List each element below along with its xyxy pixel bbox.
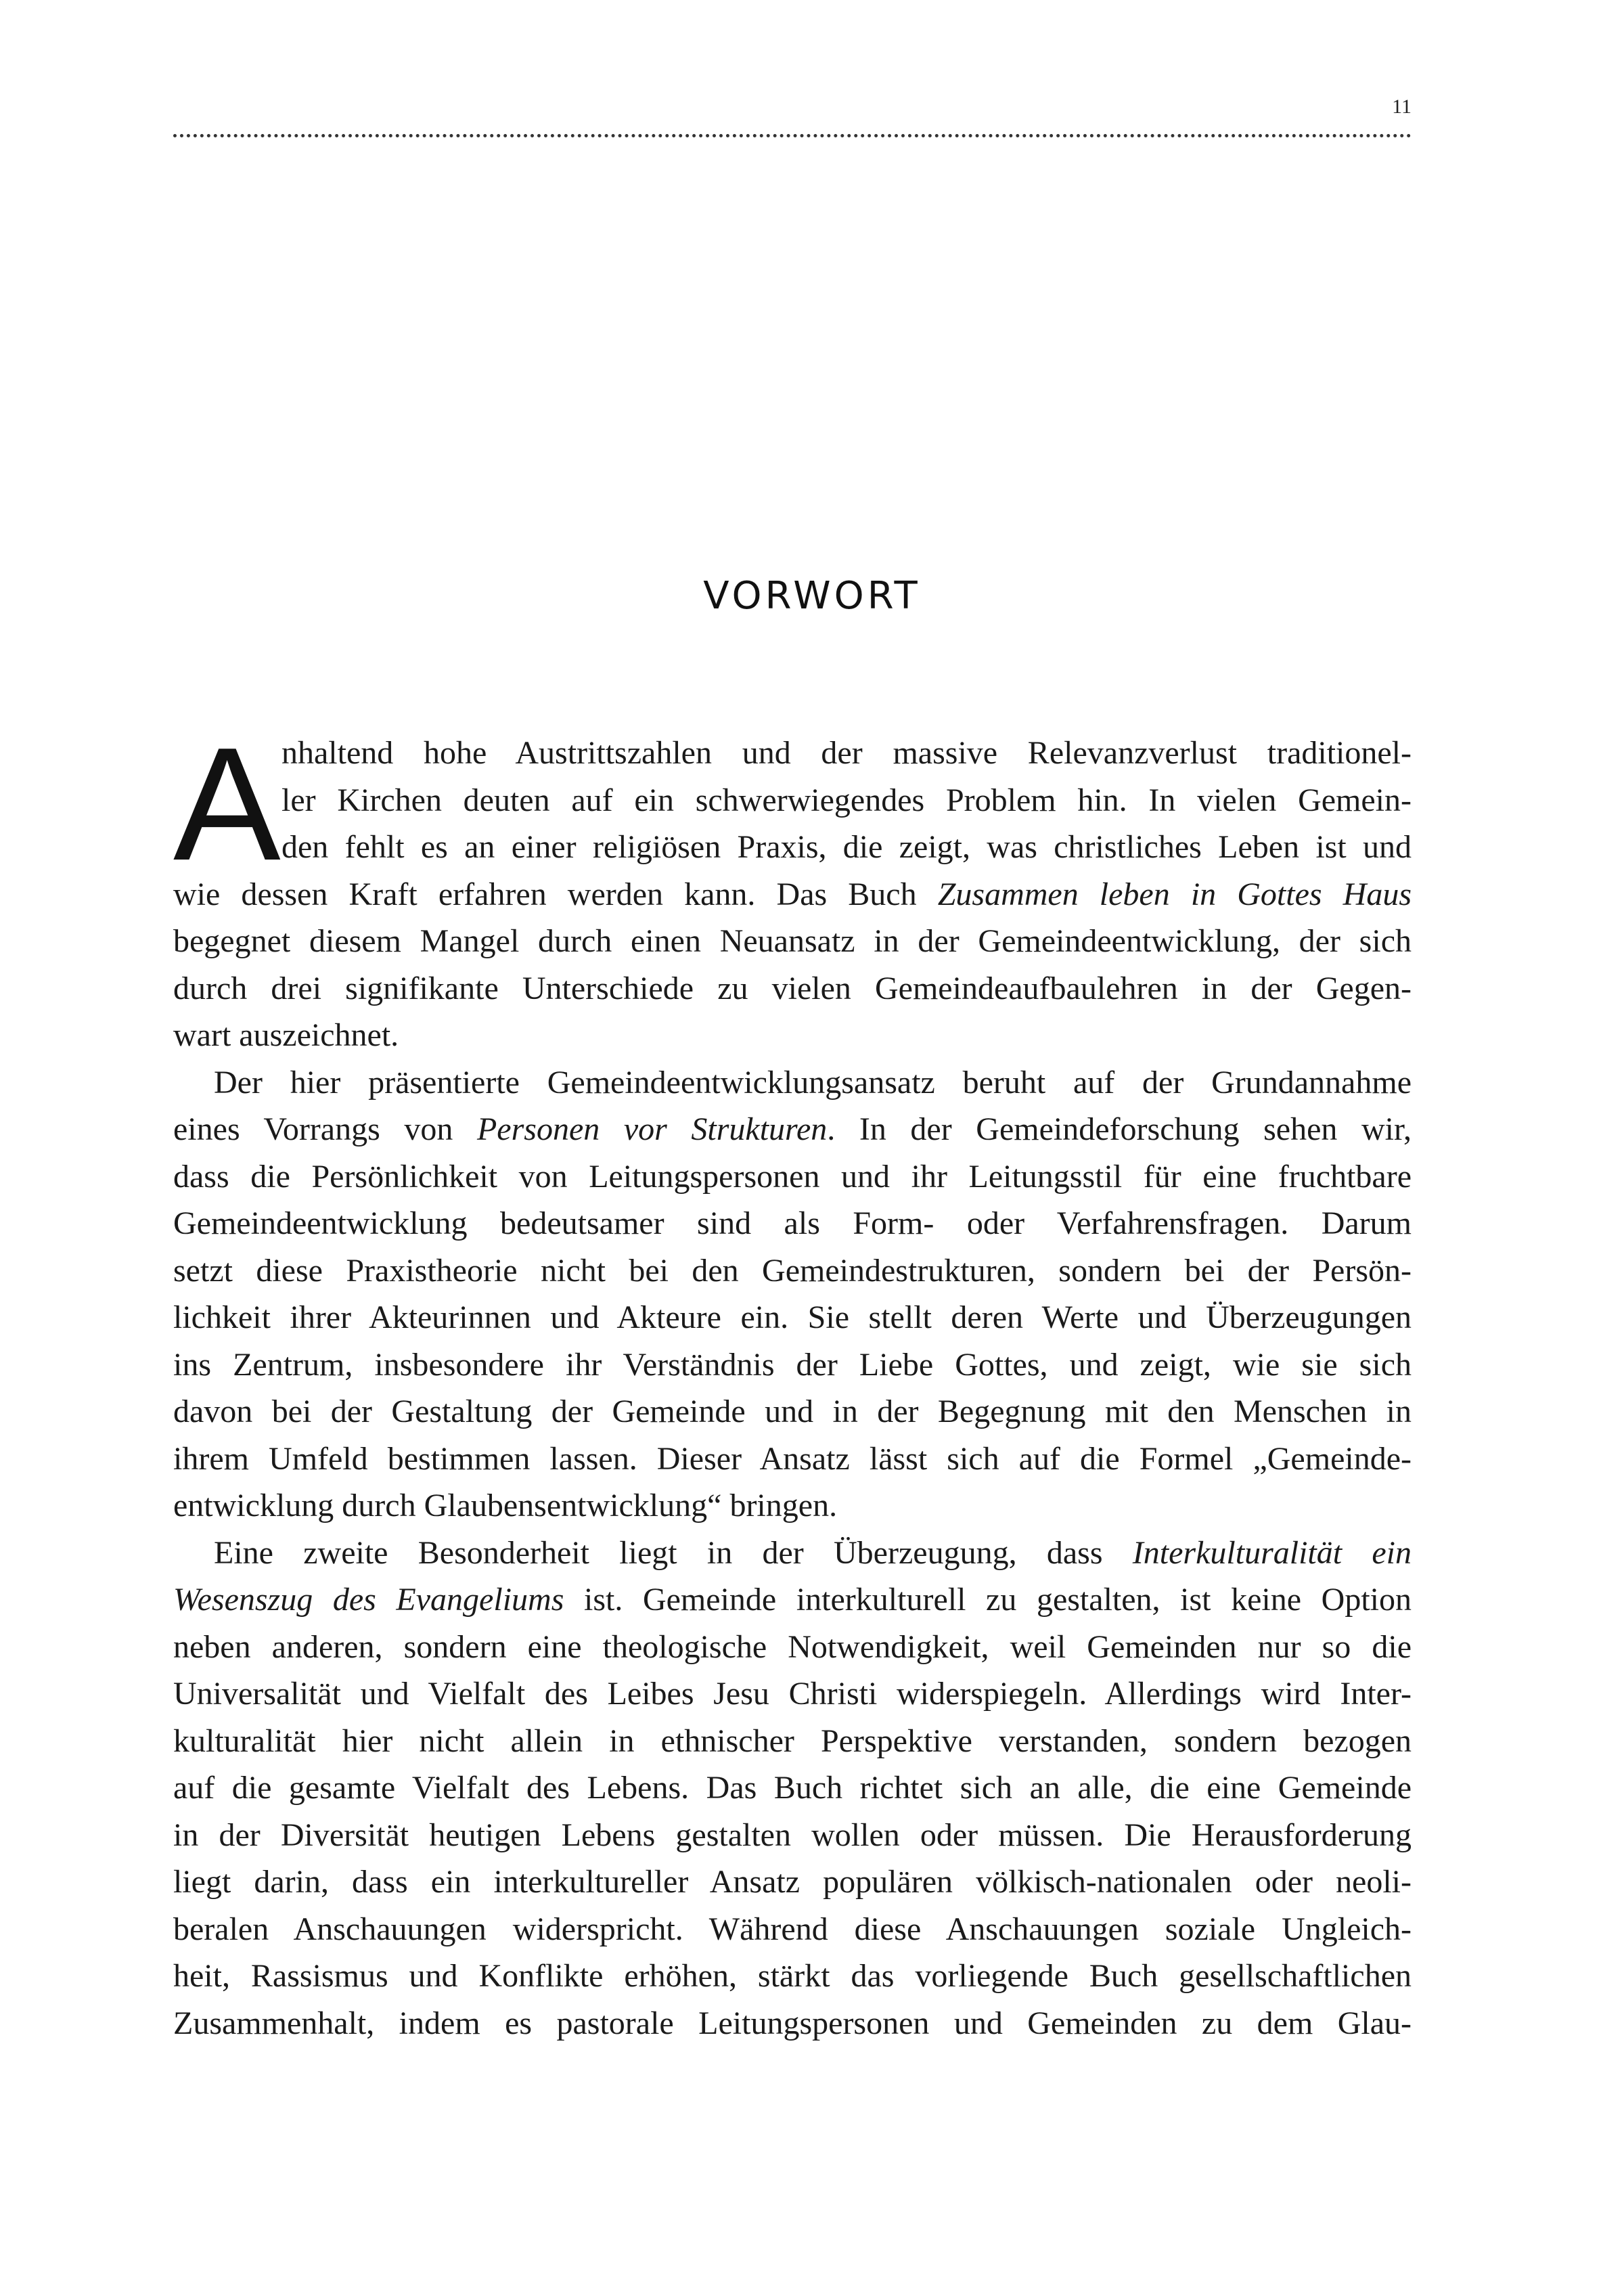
text-line: Zusammenhalt, indem es pastorale Leitungspersonen und Gemeinden zu dem Glau- [173, 2005, 1412, 2041]
text-line: begegnet diesem Mangel durch einen Neuansatz in der Gemeindeentwicklung, der sich [173, 923, 1412, 959]
text-line: heit, Rassismus und Konflikte erhöhen, stärkt das vorliegende Buch gesellschaftlichen [173, 1958, 1412, 1994]
text-line: ihrem Umfeld bestimmen lassen. Dieser Ansatz lässt sich auf die Formel „Gemeinde- [173, 1440, 1412, 1477]
book-title-italic: Zusammen leben in Gottes Haus [937, 876, 1412, 912]
text-line: liegt darin, dass ein interkultureller Ansatz populären völkisch-nationalen oder neoli- [173, 1864, 1412, 1900]
text-line: wart auszeichnet. [173, 1017, 399, 1053]
text-line: Wesenszug des Evangeliums ist. Gemeinde interkulturell zu gestalten, ist keine Option [173, 1582, 1412, 1618]
text-line: in der Diversität heutigen Lebens gestalten wollen oder müssen. Die Herausforderung [173, 1817, 1412, 1853]
text-line: dass die Persönlichkeit von Leitungspersonen und ihr Leitungsstil für eine fruchtbare [173, 1158, 1412, 1195]
emphasis-italic: Wesenszug des Evangeliums [173, 1582, 564, 1618]
body-text [173, 715, 1412, 2047]
chapter-heading: VORWORT [703, 574, 921, 618]
text-line: beralen Anschauungen widerspricht. Während diese Anschauungen soziale Ungleich- [173, 1911, 1412, 1947]
text-line: wie dessen Kraft erfahren werden kann. Das Buch Zusammen leben in Gottes Haus [173, 876, 1412, 912]
text-line: Gemeindeentwicklung bedeutsamer sind als Form- oder Verfahrensfragen. Darum [173, 1205, 1412, 1241]
text-line: durch drei signifikante Unterschiede zu vielen Gemeindeaufbaulehren in der Gegen- [173, 970, 1412, 1006]
text-line: lichkeit ihrer Akteurinnen und Akteure ein. Sie stellt deren Werte und Überzeugungen [173, 1299, 1412, 1335]
text-line: ler Kirchen deuten auf ein schwerwiegendes Problem hin. In vielen Gemein- [281, 782, 1412, 818]
text-line: davon bei der Gestaltung der Gemeinde und in der Begegnung mit den Menschen in [173, 1394, 1412, 1429]
text-line: nhaltend hohe Austrittszahlen und der massive Relevanzverlust traditionel- [281, 735, 1412, 771]
text-line: den fehlt es an einer religiösen Praxis, die zeigt, was christliches Leben ist und [281, 829, 1412, 865]
header-dotted-rule [173, 134, 1412, 137]
text-line: auf die gesamte Vielfalt des Lebens. Das Buch richtet sich an alle, die eine Gemeinde [173, 1770, 1412, 1806]
text-line: entwicklung durch Glaubensentwicklung“ bringen. [173, 1488, 838, 1523]
text-line: Der hier präsentierte Gemeindeentwicklungsansatz beruht auf der Grundannahme [214, 1064, 1412, 1100]
drop-cap: A [173, 715, 281, 894]
emphasis-italic: Personen vor Strukturen [476, 1111, 828, 1147]
text-line: ins Zentrum, insbesondere ihr Verständnis der Liebe Gottes, und zeigt, wie sie sich [173, 1346, 1412, 1383]
emphasis-italic: Interkulturalität ein [1132, 1534, 1412, 1571]
text-line: eines Vorrangs von Personen vor Strukturen. In der Gemeindeforschung sehen wir, [173, 1111, 1412, 1147]
text-line: Universalität und Vielfalt des Leibes Jesu Christi widerspiegeln. Allerdings wird Inter- [173, 1676, 1412, 1712]
text-line: setzt diese Praxistheorie nicht bei den Gemeindestrukturen, sondern bei der Persön- [173, 1252, 1412, 1289]
text-line: Eine zweite Besonderheit liegt in der Überzeugung, dass Interkulturalität ein [214, 1534, 1412, 1571]
text-line: kulturalität hier nicht allein in ethnischer Perspektive verstanden, sondern bezogen [173, 1722, 1412, 1759]
text-line: neben anderen, sondern eine theologische Notwendigkeit, weil Gemeinden nur so die [173, 1628, 1412, 1665]
page-number: 11 [1392, 95, 1412, 118]
